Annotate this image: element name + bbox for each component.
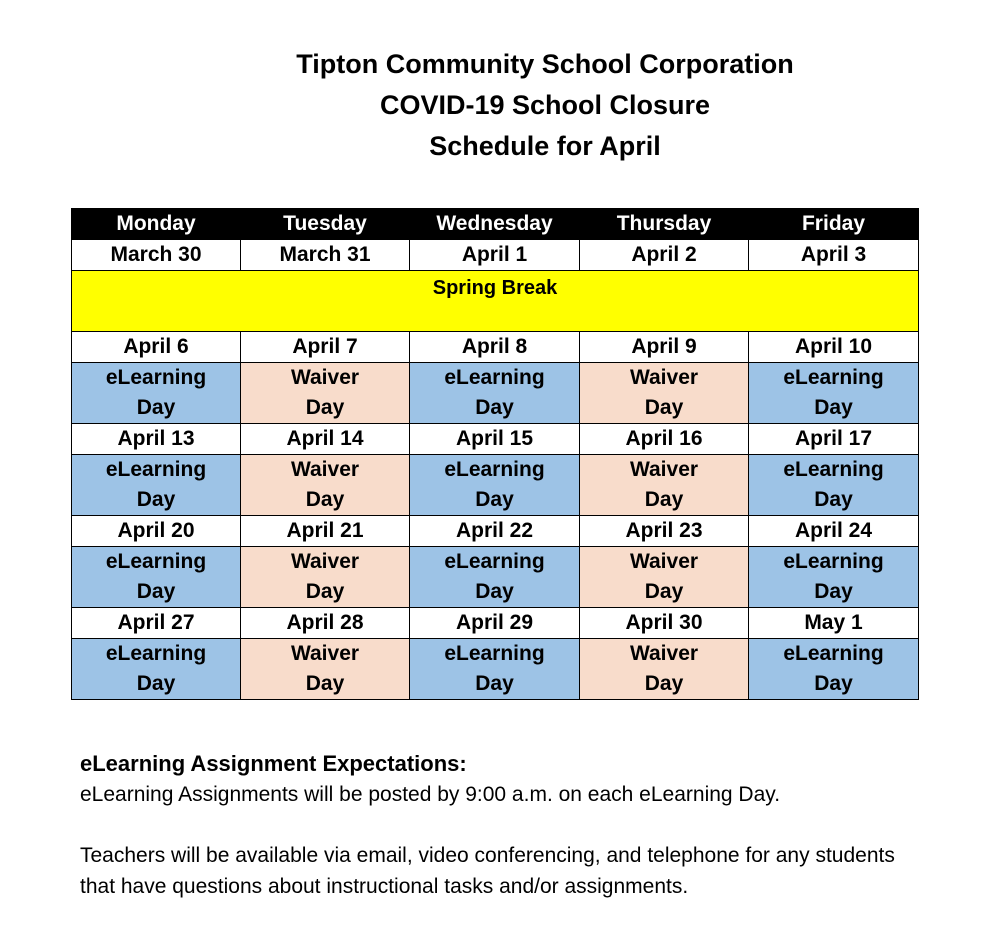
waiver-day-cell — [580, 455, 749, 516]
activity-label: Waiver — [290, 458, 360, 481]
elearning-day-cell — [72, 639, 241, 700]
expectations-section — [80, 748, 990, 902]
activity-label: eLearning — [783, 366, 884, 389]
activity-row — [72, 639, 919, 700]
date-cell: March 31 — [241, 240, 410, 271]
date-cell: April 6 — [72, 332, 241, 363]
activity-sublabel: Day — [475, 488, 514, 511]
date-cell: April 29 — [410, 608, 580, 639]
date-cell: April 27 — [72, 608, 241, 639]
elearning-day-cell — [410, 455, 580, 516]
activity-sublabel: Day — [136, 488, 176, 511]
expectations-line-3: that have questions about instructional tasks and/or assignments. — [80, 875, 689, 898]
date-cell: April 30 — [580, 608, 749, 639]
elearning-day-cell — [749, 639, 919, 700]
activity-sublabel: Day — [305, 580, 345, 603]
activity-label: eLearning — [105, 458, 207, 481]
date-cell: April 8 — [410, 332, 580, 363]
activity-label: eLearning — [783, 642, 884, 665]
waiver-day-cell — [580, 639, 749, 700]
day-header: Friday — [749, 209, 919, 240]
day-header: Monday — [72, 209, 241, 240]
date-cell: March 30 — [72, 240, 241, 271]
date-row — [72, 516, 919, 547]
spring-break-row — [72, 271, 919, 332]
activity-label: Waiver — [290, 366, 360, 389]
date-cell: April 14 — [241, 424, 410, 455]
elearning-day-cell — [749, 363, 919, 424]
date-row — [72, 608, 919, 639]
elearning-day-cell — [749, 455, 919, 516]
activity-label: Waiver — [629, 642, 699, 665]
day-header: Thursday — [580, 209, 749, 240]
elearning-day-cell — [749, 547, 919, 608]
date-cell: April 7 — [241, 332, 410, 363]
date-row — [72, 240, 919, 271]
elearning-day-cell — [410, 639, 580, 700]
activity-label: Waiver — [290, 642, 360, 665]
activity-label: eLearning — [444, 458, 545, 481]
elearning-day-cell — [72, 363, 241, 424]
activity-row — [72, 455, 919, 516]
activity-label: eLearning — [105, 550, 207, 573]
title-line-2: COVID-19 School Closure — [379, 90, 711, 120]
date-cell: April 16 — [580, 424, 749, 455]
elearning-day-cell — [72, 455, 241, 516]
expectations-line-2: Teachers will be available via email, video conferencing, and telephone for any students — [80, 844, 895, 867]
activity-sublabel: Day — [814, 396, 853, 419]
elearning-day-cell — [410, 547, 580, 608]
activity-row — [72, 363, 919, 424]
activity-label: eLearning — [783, 550, 884, 573]
title-line-1: Tipton Community School Corporation — [296, 49, 794, 79]
activity-sublabel: Day — [305, 396, 345, 419]
waiver-day-cell — [241, 547, 410, 608]
activity-sublabel: Day — [644, 488, 684, 511]
date-cell: April 15 — [410, 424, 580, 455]
activity-sublabel: Day — [475, 396, 514, 419]
activity-label: eLearning — [444, 366, 545, 389]
activity-label: eLearning — [105, 642, 207, 665]
schedule-table — [71, 208, 919, 700]
elearning-day-cell — [72, 547, 241, 608]
title-line-3: Schedule for April — [429, 131, 661, 161]
date-cell: April 21 — [241, 516, 410, 547]
date-cell: April 28 — [241, 608, 410, 639]
activity-sublabel: Day — [644, 396, 684, 419]
date-cell: April 9 — [580, 332, 749, 363]
day-header: Tuesday — [241, 209, 410, 240]
activity-sublabel: Day — [475, 672, 514, 695]
activity-sublabel: Day — [814, 580, 853, 603]
date-cell: April 24 — [749, 516, 919, 547]
date-cell: April 13 — [72, 424, 241, 455]
date-cell: April 3 — [749, 240, 919, 271]
activity-sublabel: Day — [644, 580, 684, 603]
waiver-day-cell — [580, 547, 749, 608]
date-row — [72, 332, 919, 363]
activity-label: eLearning — [783, 458, 884, 481]
document-title — [290, 44, 800, 167]
date-cell: May 1 — [749, 608, 919, 639]
activity-label: eLearning — [444, 550, 545, 573]
activity-sublabel: Day — [814, 672, 853, 695]
waiver-day-cell — [580, 363, 749, 424]
activity-sublabel: Day — [305, 488, 345, 511]
waiver-day-cell — [241, 639, 410, 700]
day-header-row — [72, 209, 919, 240]
activity-label: Waiver — [629, 458, 699, 481]
date-cell: April 17 — [749, 424, 919, 455]
activity-label: eLearning — [444, 642, 545, 665]
day-header: Wednesday — [410, 209, 580, 240]
activity-sublabel: Day — [136, 672, 176, 695]
spring-break-cell: Spring Break — [72, 271, 919, 332]
date-cell: April 1 — [410, 240, 580, 271]
activity-sublabel: Day — [136, 396, 176, 419]
activity-sublabel: Day — [305, 672, 345, 695]
expectations-heading: eLearning Assignment Expectations: — [80, 751, 467, 776]
expectations-line-1: eLearning Assignments will be posted by 9:00 a.m. on each eLearning Day. — [80, 783, 781, 806]
waiver-day-cell — [241, 455, 410, 516]
elearning-day-cell — [410, 363, 580, 424]
activity-sublabel: Day — [136, 580, 176, 603]
activity-label: eLearning — [105, 366, 207, 389]
waiver-day-cell — [241, 363, 410, 424]
date-cell: April 20 — [72, 516, 241, 547]
activity-label: Waiver — [629, 366, 699, 389]
date-row — [72, 424, 919, 455]
activity-row — [72, 547, 919, 608]
activity-sublabel: Day — [644, 672, 684, 695]
activity-label: Waiver — [629, 550, 699, 573]
date-cell: April 2 — [580, 240, 749, 271]
date-cell: April 23 — [580, 516, 749, 547]
date-cell: April 22 — [410, 516, 580, 547]
activity-sublabel: Day — [475, 580, 514, 603]
activity-label: Waiver — [290, 550, 360, 573]
date-cell: April 10 — [749, 332, 919, 363]
activity-sublabel: Day — [814, 488, 853, 511]
